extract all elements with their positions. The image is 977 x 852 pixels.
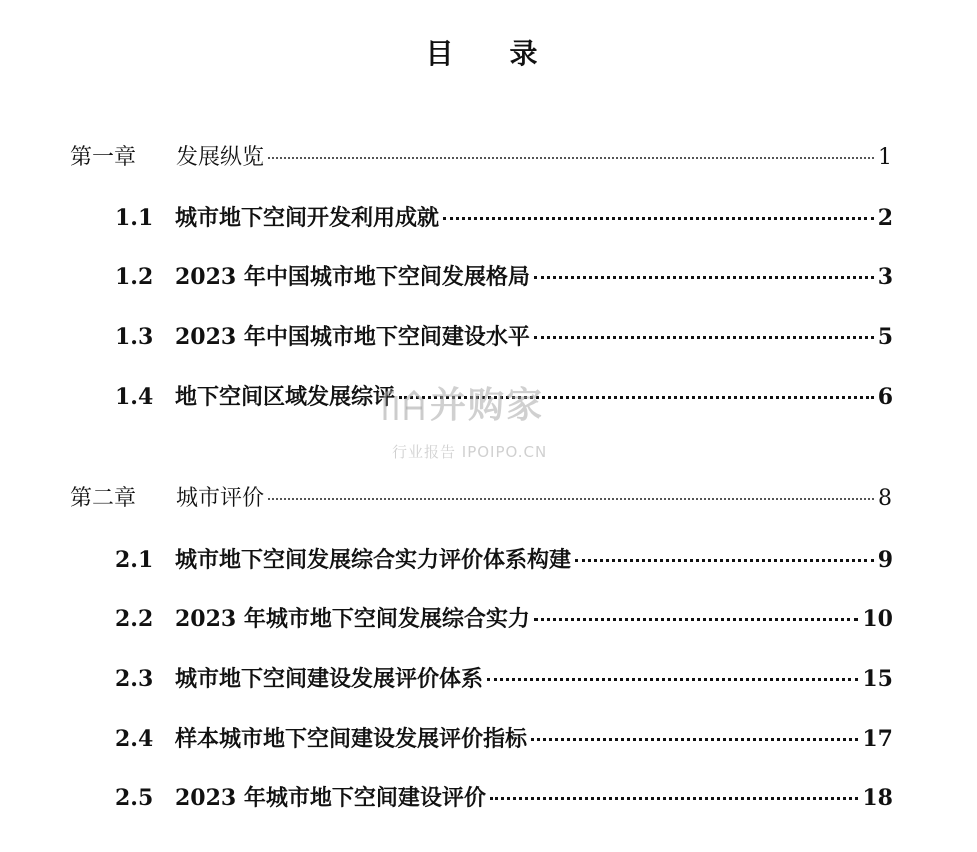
section-number: 1.4 — [115, 384, 154, 410]
section-number: 2.5 — [115, 785, 154, 811]
chapter-title: 发展纵览 — [176, 145, 265, 170]
page-number: 18 — [862, 785, 893, 811]
dot-leader — [399, 396, 874, 399]
section-title: 样本城市地下空间建设发展评价指标 — [175, 726, 528, 752]
dot-leader — [268, 498, 874, 500]
dot-leader — [534, 276, 874, 279]
page-number: 1 — [878, 145, 892, 170]
section-title: 2023 年中国城市地下空间发展格局 — [175, 264, 530, 290]
toc-section-1-1[interactable] — [115, 201, 893, 235]
section-number: 2.1 — [115, 547, 154, 573]
dot-leader — [575, 559, 874, 562]
toc-section-2-4[interactable] — [115, 722, 893, 756]
toc-section-2-5[interactable] — [115, 781, 893, 815]
section-title: 2023 年城市地下空间发展综合实力 — [175, 606, 530, 632]
section-number: 1.3 — [115, 324, 154, 350]
toc-section-1-2[interactable] — [115, 260, 893, 294]
section-number: 2.2 — [115, 606, 154, 632]
toc-chapter-2[interactable] — [70, 482, 892, 516]
dot-leader — [268, 157, 874, 159]
page-number: 2 — [877, 205, 893, 231]
toc-section-2-2[interactable] — [115, 602, 893, 636]
section-title: 地下空间区域发展综评 — [175, 384, 396, 410]
section-title: 2023 年中国城市地下空间建设水平 — [175, 324, 530, 350]
dot-leader — [443, 217, 874, 220]
watermark-brand: 并购家 — [430, 385, 545, 426]
toc-chapter-1[interactable] — [70, 141, 892, 175]
section-title: 城市地下空间发展综合实力评价体系构建 — [175, 547, 572, 573]
toc-section-2-1[interactable] — [115, 543, 893, 577]
section-title: 城市地下空间建设发展评价体系 — [175, 666, 484, 692]
dot-leader — [534, 618, 858, 621]
dot-leader — [534, 336, 874, 339]
page-number: 17 — [862, 726, 893, 752]
chapter-title: 城市评价 — [176, 486, 265, 511]
watermark-subtitle: 行业报告 IPOIPO.CN — [392, 443, 548, 461]
page-number: 6 — [877, 384, 893, 410]
chapter-number: 第一章 — [70, 145, 137, 170]
dot-leader — [531, 738, 858, 741]
dot-leader — [487, 678, 858, 681]
dot-leader — [490, 797, 858, 800]
section-number: 1.1 — [115, 205, 154, 231]
page-number: 5 — [877, 324, 893, 350]
page-number: 15 — [862, 666, 893, 692]
section-title: 城市地下空间开发利用成就 — [175, 205, 440, 231]
toc-section-2-3[interactable] — [115, 662, 893, 696]
page-number: 8 — [878, 486, 892, 511]
page-title: 目 录 — [425, 37, 552, 70]
chapter-number: 第二章 — [70, 486, 137, 511]
page-number: 10 — [862, 606, 893, 632]
section-number: 2.4 — [115, 726, 154, 752]
section-number: 2.3 — [115, 666, 154, 692]
toc-section-1-4[interactable] — [115, 380, 893, 414]
page-number: 3 — [877, 264, 893, 290]
page-number: 9 — [877, 547, 893, 573]
section-number: 1.2 — [115, 264, 154, 290]
toc-section-1-3[interactable] — [115, 320, 893, 354]
section-title: 2023 年城市地下空间建设评价 — [175, 785, 486, 811]
